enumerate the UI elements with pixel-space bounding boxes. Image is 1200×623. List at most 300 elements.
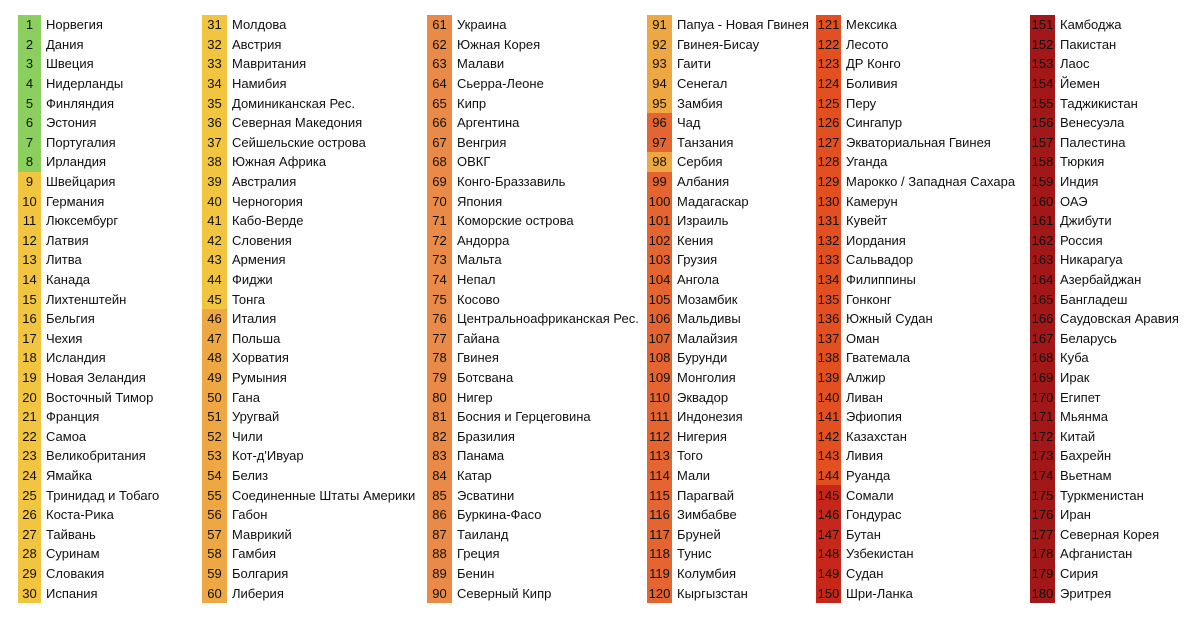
ranking-row xyxy=(816,191,1015,211)
ranking-row xyxy=(427,15,639,35)
country-name: Мавритания xyxy=(232,56,307,72)
ranking-row xyxy=(1030,35,1179,55)
rank-number: 123 xyxy=(816,54,841,74)
rank-number: 91 xyxy=(647,15,672,35)
ranking-row xyxy=(816,152,1015,172)
ranking-row xyxy=(202,250,415,270)
country-name: Казахстан xyxy=(846,428,907,444)
country-name: Никарагуа xyxy=(1060,252,1123,268)
ranking-row xyxy=(1030,270,1179,290)
rank-number: 36 xyxy=(202,113,227,133)
ranking-row xyxy=(816,524,1015,544)
country-name: Новая Зеландия xyxy=(46,369,146,385)
country-name: Босния и Герцеговина xyxy=(457,409,591,425)
country-name: Бразилия xyxy=(457,428,515,444)
ranking-column xyxy=(1030,15,1179,603)
ranking-row xyxy=(816,564,1015,584)
country-name: Польша xyxy=(232,330,281,346)
rank-number: 66 xyxy=(427,113,452,133)
ranking-row xyxy=(18,466,159,486)
ranking-row xyxy=(816,505,1015,525)
ranking-row xyxy=(202,35,415,55)
ranking-row xyxy=(427,231,639,251)
ranking-row xyxy=(427,74,639,94)
ranking-row xyxy=(647,544,809,564)
rank-number: 32 xyxy=(202,35,227,55)
country-name: Эквадор xyxy=(677,389,729,405)
country-name: Иордания xyxy=(846,232,906,248)
ranking-row xyxy=(202,231,415,251)
ranking-row xyxy=(202,524,415,544)
ranking-row xyxy=(427,426,639,446)
ranking-row xyxy=(647,564,809,584)
rank-number: 141 xyxy=(816,407,841,427)
country-name: Литва xyxy=(46,252,82,268)
rank-number: 146 xyxy=(816,505,841,525)
rank-number: 99 xyxy=(647,172,672,192)
country-name: Перу xyxy=(846,95,877,111)
rank-number: 178 xyxy=(1030,544,1055,564)
country-name: Сальвадор xyxy=(846,252,914,268)
rank-number: 171 xyxy=(1030,407,1055,427)
country-name: Гана xyxy=(232,389,260,405)
rank-number: 23 xyxy=(18,446,41,466)
rank-number: 174 xyxy=(1030,466,1055,486)
rank-number: 21 xyxy=(18,407,41,427)
rank-number: 165 xyxy=(1030,289,1055,309)
rank-number: 119 xyxy=(647,564,672,584)
rank-number: 147 xyxy=(816,524,841,544)
ranking-row xyxy=(647,446,809,466)
country-name: Бельгия xyxy=(46,311,95,327)
rank-number: 120 xyxy=(647,583,672,603)
rank-number: 25 xyxy=(18,485,41,505)
rank-number: 157 xyxy=(1030,133,1055,153)
country-name: Камерун xyxy=(846,193,898,209)
country-name: Туркменистан xyxy=(1060,487,1144,503)
country-name: Парагвай xyxy=(677,487,735,503)
ranking-row xyxy=(1030,466,1179,486)
rank-number: 129 xyxy=(816,172,841,192)
ranking-row xyxy=(816,289,1015,309)
country-name: Папуа - Новая Гвинея xyxy=(677,17,809,33)
country-name: Италия xyxy=(232,311,277,327)
ranking-row xyxy=(202,74,415,94)
rank-number: 18 xyxy=(18,348,41,368)
ranking-row xyxy=(647,426,809,446)
rank-number: 78 xyxy=(427,348,452,368)
ranking-row xyxy=(816,485,1015,505)
rank-number: 54 xyxy=(202,466,227,486)
country-name: Марокко / Западная Сахара xyxy=(846,174,1016,190)
country-name: Ямайка xyxy=(46,467,93,483)
ranking-row xyxy=(18,35,159,55)
rank-number: 179 xyxy=(1030,564,1055,584)
country-name: Азербайджан xyxy=(1060,272,1142,288)
rank-number: 145 xyxy=(816,485,841,505)
rank-number: 150 xyxy=(816,583,841,603)
country-name: Финляндия xyxy=(46,95,115,111)
ranking-row xyxy=(1030,348,1179,368)
rank-number: 116 xyxy=(647,505,672,525)
rank-number: 52 xyxy=(202,426,227,446)
rank-number: 175 xyxy=(1030,485,1055,505)
ranking-row xyxy=(647,113,809,133)
country-name: Словения xyxy=(232,232,292,248)
ranking-row xyxy=(18,387,159,407)
country-name: Сейшельские острова xyxy=(232,134,366,150)
rank-number: 133 xyxy=(816,250,841,270)
country-name: Южная Африка xyxy=(232,154,327,170)
country-name: Чад xyxy=(677,115,701,131)
ranking-row xyxy=(647,505,809,525)
rank-number: 138 xyxy=(816,348,841,368)
ranking-row xyxy=(647,368,809,388)
ranking-row xyxy=(202,15,415,35)
country-name: Бангладеш xyxy=(1060,291,1128,307)
country-name: Мальдивы xyxy=(677,311,741,327)
ranking-column xyxy=(202,15,415,603)
ranking-row xyxy=(647,74,809,94)
ranking-row xyxy=(1030,329,1179,349)
ranking-row xyxy=(18,15,159,35)
ranking-row xyxy=(1030,387,1179,407)
ranking-row xyxy=(427,583,639,603)
rank-number: 134 xyxy=(816,270,841,290)
ranking-row xyxy=(647,524,809,544)
rank-number: 172 xyxy=(1030,426,1055,446)
rank-number: 161 xyxy=(1030,211,1055,231)
rank-number: 70 xyxy=(427,191,452,211)
country-name: Панама xyxy=(457,448,505,464)
ranking-row xyxy=(202,466,415,486)
ranking-row xyxy=(202,485,415,505)
ranking-row xyxy=(1030,250,1179,270)
ranking-row xyxy=(427,407,639,427)
ranking-row xyxy=(1030,289,1179,309)
ranking-row xyxy=(202,191,415,211)
ranking-row xyxy=(427,348,639,368)
country-name: Южная Корея xyxy=(457,36,541,52)
rank-number: 88 xyxy=(427,544,452,564)
country-name: Сингапур xyxy=(846,115,903,131)
ranking-row xyxy=(427,54,639,74)
rank-number: 3 xyxy=(18,54,41,74)
rank-number: 87 xyxy=(427,524,452,544)
ranking-row xyxy=(647,54,809,74)
country-name: Замбия xyxy=(677,95,723,111)
rank-number: 63 xyxy=(427,54,452,74)
rank-number: 10 xyxy=(18,191,41,211)
ranking-row xyxy=(816,54,1015,74)
rank-number: 7 xyxy=(18,133,41,153)
rank-number: 20 xyxy=(18,387,41,407)
rank-number: 89 xyxy=(427,564,452,584)
country-name: Гаити xyxy=(677,56,712,72)
ranking-row xyxy=(202,172,415,192)
rank-number: 153 xyxy=(1030,54,1055,74)
rank-number: 19 xyxy=(18,368,41,388)
ranking-column xyxy=(647,15,809,603)
ranking-row xyxy=(18,564,159,584)
ranking-row xyxy=(18,152,159,172)
country-name: Тайвань xyxy=(46,526,96,542)
country-name: Фиджи xyxy=(232,272,273,288)
rank-number: 80 xyxy=(427,387,452,407)
ranking-row xyxy=(647,211,809,231)
rank-number: 167 xyxy=(1030,329,1055,349)
ranking-row xyxy=(1030,172,1179,192)
country-name: Кабо-Верде xyxy=(232,213,304,229)
rank-number: 8 xyxy=(18,152,41,172)
country-name: Бутан xyxy=(846,526,881,542)
country-name: Тюркия xyxy=(1060,154,1105,170)
country-name: ДР Конго xyxy=(846,56,901,72)
ranking-row xyxy=(1030,368,1179,388)
rank-number: 55 xyxy=(202,485,227,505)
country-name: Грузия xyxy=(677,252,718,268)
country-name: Колумбия xyxy=(677,565,736,581)
ranking-row xyxy=(202,93,415,113)
rank-number: 114 xyxy=(647,466,672,486)
rank-number: 50 xyxy=(202,387,227,407)
country-name: Непал xyxy=(457,272,496,288)
country-name: Ирак xyxy=(1060,369,1090,385)
ranking-row xyxy=(427,524,639,544)
ranking-row xyxy=(1030,505,1179,525)
rank-number: 98 xyxy=(647,152,672,172)
country-name: Лаос xyxy=(1060,56,1090,72)
rank-number: 42 xyxy=(202,231,227,251)
country-name: Намибия xyxy=(232,76,287,92)
country-name: Алжир xyxy=(846,369,886,385)
rank-number: 75 xyxy=(427,289,452,309)
rank-number: 143 xyxy=(816,446,841,466)
rank-number: 6 xyxy=(18,113,41,133)
country-name: Габон xyxy=(232,507,268,523)
ranking-row xyxy=(427,289,639,309)
country-name: Экваториальная Гвинея xyxy=(846,134,991,150)
country-name: Ангола xyxy=(677,272,720,288)
ranking-row xyxy=(647,407,809,427)
country-name: ОАЭ xyxy=(1060,193,1088,209)
country-name: Боливия xyxy=(846,76,898,92)
ranking-row xyxy=(18,54,159,74)
ranking-row xyxy=(202,368,415,388)
ranking-column xyxy=(816,15,1015,603)
rank-number: 169 xyxy=(1030,368,1055,388)
country-name: Египет xyxy=(1060,389,1101,405)
rank-number: 158 xyxy=(1030,152,1055,172)
country-name: Румыния xyxy=(232,369,287,385)
rank-number: 112 xyxy=(647,426,672,446)
country-name: Тринидад и Тобаго xyxy=(46,487,160,503)
country-name: Северный Кипр xyxy=(457,585,552,601)
ranking-row xyxy=(202,54,415,74)
country-name: Германия xyxy=(46,193,105,209)
rank-number: 86 xyxy=(427,505,452,525)
country-name: Северная Македония xyxy=(232,115,363,131)
ranking-row xyxy=(1030,309,1179,329)
ranking-row xyxy=(18,309,159,329)
rank-number: 11 xyxy=(18,211,41,231)
ranking-row xyxy=(202,348,415,368)
rank-number: 135 xyxy=(816,289,841,309)
country-name: Самоа xyxy=(46,428,87,444)
country-name: Мали xyxy=(677,467,711,483)
country-name: Гайана xyxy=(457,330,500,346)
rank-number: 180 xyxy=(1030,583,1055,603)
rank-number: 100 xyxy=(647,191,672,211)
country-name: Северная Корея xyxy=(1060,526,1160,542)
country-name: Кипр xyxy=(457,95,487,111)
country-name: Таиланд xyxy=(457,526,509,542)
rank-number: 152 xyxy=(1030,35,1055,55)
rank-number: 168 xyxy=(1030,348,1055,368)
country-name: Венесуэла xyxy=(1060,115,1125,131)
ranking-row xyxy=(202,407,415,427)
ranking-row xyxy=(202,309,415,329)
ranking-row xyxy=(816,231,1015,251)
ranking-row xyxy=(1030,564,1179,584)
ranking-row xyxy=(18,583,159,603)
ranking-row xyxy=(816,74,1015,94)
rank-number: 139 xyxy=(816,368,841,388)
ranking-row xyxy=(427,309,639,329)
country-name: Мексика xyxy=(846,17,898,33)
ranking-row xyxy=(18,368,159,388)
rank-number: 170 xyxy=(1030,387,1055,407)
country-name: Гондурас xyxy=(846,507,902,523)
country-name: Китай xyxy=(1060,428,1096,444)
rank-number: 65 xyxy=(427,93,452,113)
rank-number: 115 xyxy=(647,485,672,505)
rank-number: 130 xyxy=(816,191,841,211)
ranking-row xyxy=(816,133,1015,153)
country-name: Южный Судан xyxy=(846,311,933,327)
country-name: Венгрия xyxy=(457,134,507,150)
ranking-row xyxy=(427,113,639,133)
country-name: Чили xyxy=(232,428,263,444)
ranking-row xyxy=(18,270,159,290)
country-name: Израиль xyxy=(677,213,729,229)
country-name: Индонезия xyxy=(677,409,743,425)
country-name: Тунис xyxy=(677,546,712,562)
ranking-row xyxy=(1030,485,1179,505)
rank-number: 5 xyxy=(18,93,41,113)
ranking-row xyxy=(427,172,639,192)
country-name: Афганистан xyxy=(1060,546,1133,562)
rank-number: 94 xyxy=(647,74,672,94)
ranking-row xyxy=(1030,191,1179,211)
rank-number: 124 xyxy=(816,74,841,94)
ranking-row xyxy=(1030,524,1179,544)
country-name: Маврикий xyxy=(232,526,292,542)
ranking-row xyxy=(18,231,159,251)
country-name: Эритрея xyxy=(1060,585,1112,601)
ranking-row xyxy=(816,309,1015,329)
country-name: Доминиканская Рес. xyxy=(232,95,355,111)
ranking-row xyxy=(202,211,415,231)
country-name: Бахрейн xyxy=(1060,448,1112,464)
rank-number: 58 xyxy=(202,544,227,564)
country-name: Коста-Рика xyxy=(46,507,114,523)
country-name: Гамбия xyxy=(232,546,277,562)
ranking-row xyxy=(816,426,1015,446)
country-name: Коморские острова xyxy=(457,213,574,229)
rank-number: 92 xyxy=(647,35,672,55)
country-name: Бенин xyxy=(457,565,495,581)
country-name: Кот-д'Ивуар xyxy=(232,448,304,464)
ranking-row xyxy=(647,152,809,172)
ranking-row xyxy=(427,446,639,466)
rank-number: 117 xyxy=(647,524,672,544)
rank-number: 108 xyxy=(647,348,672,368)
country-name: Великобритания xyxy=(46,448,146,464)
ranking-row xyxy=(202,329,415,349)
ranking-row xyxy=(18,191,159,211)
ranking-row xyxy=(18,93,159,113)
rank-number: 113 xyxy=(647,446,672,466)
rank-number: 72 xyxy=(427,231,452,251)
country-name: Словакия xyxy=(46,565,105,581)
country-name: Соединенные Штаты Америки xyxy=(232,487,416,503)
country-name: Центральноафриканская Рес. xyxy=(457,311,639,327)
rank-number: 61 xyxy=(427,15,452,35)
country-name: Ирландия xyxy=(46,154,107,170)
rank-number: 4 xyxy=(18,74,41,94)
rank-number: 106 xyxy=(647,309,672,329)
ranking-row xyxy=(816,250,1015,270)
country-name: Беларусь xyxy=(1060,330,1117,346)
country-name: Канада xyxy=(46,272,91,288)
rank-number: 74 xyxy=(427,270,452,290)
ranking-row xyxy=(427,93,639,113)
country-name: Сенегал xyxy=(677,76,728,92)
country-name: Норвегия xyxy=(46,17,103,33)
rank-number: 17 xyxy=(18,329,41,349)
rank-number: 39 xyxy=(202,172,227,192)
ranking-row xyxy=(647,231,809,251)
ranking-row xyxy=(816,93,1015,113)
country-name: Джибути xyxy=(1060,213,1112,229)
country-name: Швейцария xyxy=(46,174,116,190)
ranking-row xyxy=(202,152,415,172)
rank-number: 97 xyxy=(647,133,672,153)
ranking-row xyxy=(1030,113,1179,133)
rank-number: 26 xyxy=(18,505,41,525)
ranking-column xyxy=(18,15,159,603)
rank-number: 27 xyxy=(18,524,41,544)
ranking-row xyxy=(18,289,159,309)
ranking-row xyxy=(1030,426,1179,446)
country-name: Португалия xyxy=(46,134,116,150)
rank-number: 109 xyxy=(647,368,672,388)
country-name: Бруней xyxy=(677,526,721,542)
ranking-row xyxy=(18,348,159,368)
country-name: Нигерия xyxy=(677,428,727,444)
country-name: Греция xyxy=(457,546,500,562)
country-name: Эстония xyxy=(46,115,97,131)
rank-number: 57 xyxy=(202,524,227,544)
rank-number: 15 xyxy=(18,289,41,309)
rank-number: 118 xyxy=(647,544,672,564)
country-name: Восточный Тимор xyxy=(46,389,154,405)
rank-number: 82 xyxy=(427,426,452,446)
ranking-row xyxy=(647,133,809,153)
rank-number: 110 xyxy=(647,387,672,407)
country-name: Андорра xyxy=(457,232,510,248)
